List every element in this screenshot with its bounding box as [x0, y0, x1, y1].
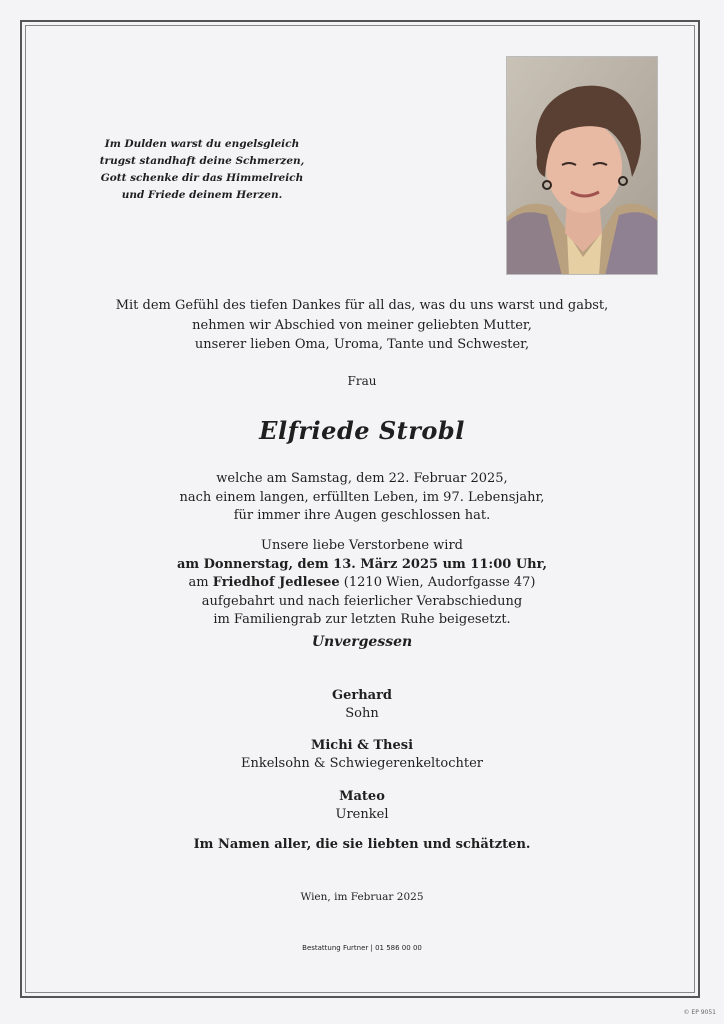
poem-line: und Friede deinem Herzen.: [121, 189, 283, 201]
unforgotten-heading: Unvergessen: [311, 634, 413, 650]
mourner-name: Michi & Thesi: [310, 738, 414, 753]
intro-line: unserer lieben Oma, Uroma, Tante und Schwester,: [194, 337, 530, 352]
funeral-date: am Donnerstag, dem 13. März 2025 um 11:00 Uhr,: [176, 556, 548, 572]
closing-line: Im Namen aller, die sie liebten und schätzten.: [193, 837, 531, 852]
funeral-details: [40, 537, 684, 630]
form-code: © EP 9051: [683, 1009, 716, 1016]
poem-line: Gott schenke dir das Himmelreich: [100, 172, 304, 184]
salutation: Frau: [347, 374, 377, 388]
memorial-poem: [92, 136, 312, 204]
intro-text: [40, 296, 684, 355]
funeral-line: im Familiengrab zur letzten Ruhe beigesetzt.: [213, 612, 511, 627]
poem-line: Im Dulden warst du engelsgleich: [104, 138, 300, 150]
death-notice-line: für immer ihre Augen geschlossen hat.: [233, 508, 491, 523]
portrait-image: [507, 57, 658, 275]
poem-line: trugst standhaft deine Schmerzen,: [99, 155, 305, 167]
intro-line: Mit dem Gefühl des tiefen Dankes für all das, was du uns warst und gabst,: [115, 298, 609, 313]
cemetery-address: (1210 Wien, Audorfgasse 47): [339, 575, 536, 590]
mourner-name: Mateo: [339, 789, 385, 804]
mourner-relation: Sohn: [345, 706, 379, 721]
funeral-line: Unsere liebe Verstorbene wird: [261, 538, 463, 553]
mourner-entry: [40, 788, 684, 824]
mourner-name: Gerhard: [331, 688, 393, 703]
mourner-entry: [40, 737, 684, 773]
place-date: Wien, im Februar 2025: [300, 891, 424, 903]
death-notice: [40, 470, 684, 526]
funeral-line: aufgebahrt und nach feierlicher Verabschiedung: [201, 593, 523, 609]
mourner-entry: [40, 687, 684, 723]
intro-line: nehmen wir Abschied von meiner geliebten Mutter,: [192, 317, 532, 333]
undertaker-info: Bestattung Furtner | 01 586 00 00: [302, 944, 422, 952]
mourner-relation: Enkelsohn & Schwiegerenkeltochter: [240, 756, 484, 771]
cemetery-name: Friedhof Jedlesee: [212, 575, 340, 590]
location-prefix: am: [188, 575, 213, 590]
death-notice-line: nach einem langen, erfüllten Leben, im 97. Lebensjahr,: [179, 489, 545, 505]
mourner-relation: Urenkel: [335, 807, 389, 822]
portrait-photo: [506, 56, 658, 275]
deceased-name: Elfriede Strobl: [259, 416, 465, 445]
funeral-location-line: [40, 574, 684, 593]
death-notice-line: welche am Samstag, dem 22. Februar 2025,: [216, 471, 508, 486]
